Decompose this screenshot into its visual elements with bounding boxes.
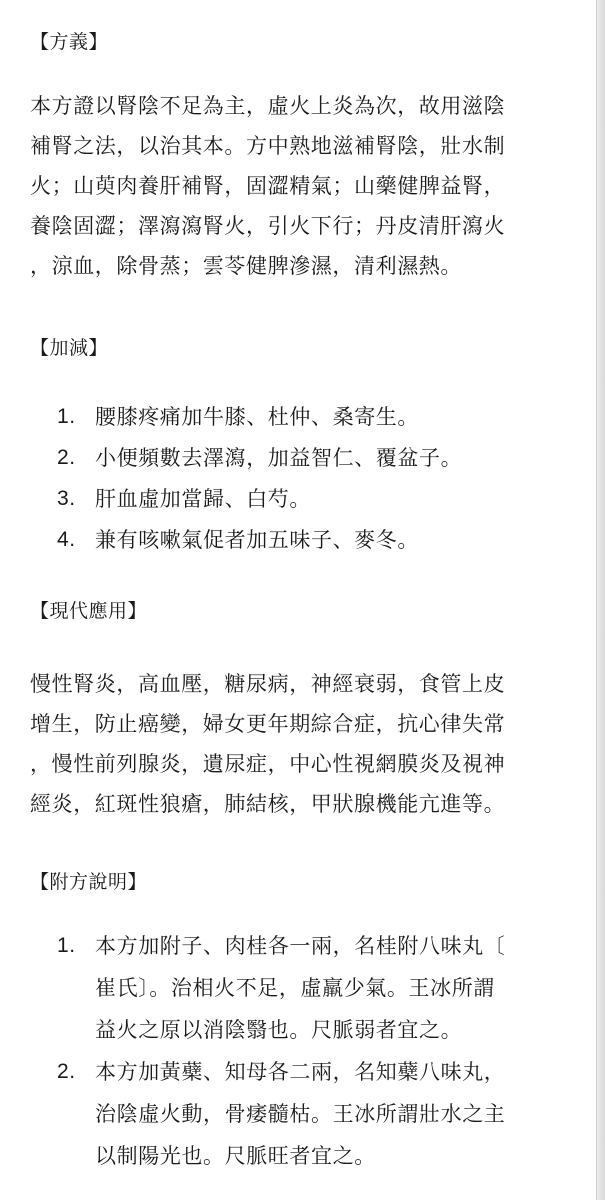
list-item-number: 1. bbox=[57, 405, 76, 428]
list-item-number: 1. bbox=[57, 934, 76, 957]
list-item-text: 本方加黃蘗、知母各二兩，名知蘗八味丸， 治陰虛火動，骨痿髓枯。王冰所謂壯水之主 以制陽光也。尺脈旺者宜之。 bbox=[95, 1060, 506, 1168]
list-item bbox=[0, 480, 590, 518]
list-item-text: 肝血虛加當歸、白芍。 bbox=[95, 487, 311, 511]
list-fufang bbox=[0, 925, 590, 1177]
paragraph-fangyi: 本方證以腎陰不足為主，虛火上炎為次，故用滋陰 補腎之法，以治其本。方中熟地滋補腎陰，壯水制 火；山萸肉養肝補腎，固澀精氣；山藥健脾益腎， 養陰固澀；澤瀉瀉腎火，引火下行；丹皮清肝瀉火 ，涼血，除骨蒸；雲苓健脾滲濕，清利濕熱。 bbox=[30, 94, 506, 278]
list-item-number: 2. bbox=[57, 1060, 76, 1083]
list-jiajian bbox=[0, 398, 590, 562]
paragraph-xiandai: 慢性腎炎，高血壓，糖尿病，神經衰弱，食管上皮 增生，防止癌變，婦女更年期綜合症，抗心律失常 ，慢性前列腺炎，遺尿症，中心性視網膜炎及視神 經炎，紅斑性狼瘡，肺結核，甲狀腺機能亢進等。 bbox=[30, 672, 506, 816]
list-item-text: 小便頻數去澤瀉，加益智仁、覆盆子。 bbox=[95, 446, 463, 470]
list-item bbox=[0, 521, 590, 559]
list-item bbox=[0, 1051, 590, 1177]
list-item-number: 4. bbox=[57, 528, 76, 551]
section-heading-fufang: 【附方說明】 bbox=[30, 871, 148, 893]
list-item bbox=[0, 398, 590, 436]
list-item bbox=[0, 925, 590, 1051]
list-item-text: 本方加附子、肉桂各一兩，名桂附八味丸〔 崔氏〕。治相火不足，虛羸少氣。王冰所謂 益火之原以消陰翳也。尺脈弱者宜之。 bbox=[95, 934, 506, 1042]
section-heading-xiandai: 【現代應用】 bbox=[30, 600, 148, 622]
list-item-text: 兼有咳嗽氣促者加五味子、麥冬。 bbox=[95, 528, 419, 552]
list-item-number: 3. bbox=[57, 487, 76, 510]
section-heading-fangyi: 【方義】 bbox=[30, 31, 109, 53]
list-item-text: 腰膝疼痛加牛膝、杜仲、桑寄生。 bbox=[95, 405, 419, 429]
list-item bbox=[0, 439, 590, 477]
section-heading-jiajian: 【加減】 bbox=[30, 337, 109, 359]
list-item-number: 2. bbox=[57, 446, 76, 469]
right-edge-shadow bbox=[596, 0, 605, 1200]
